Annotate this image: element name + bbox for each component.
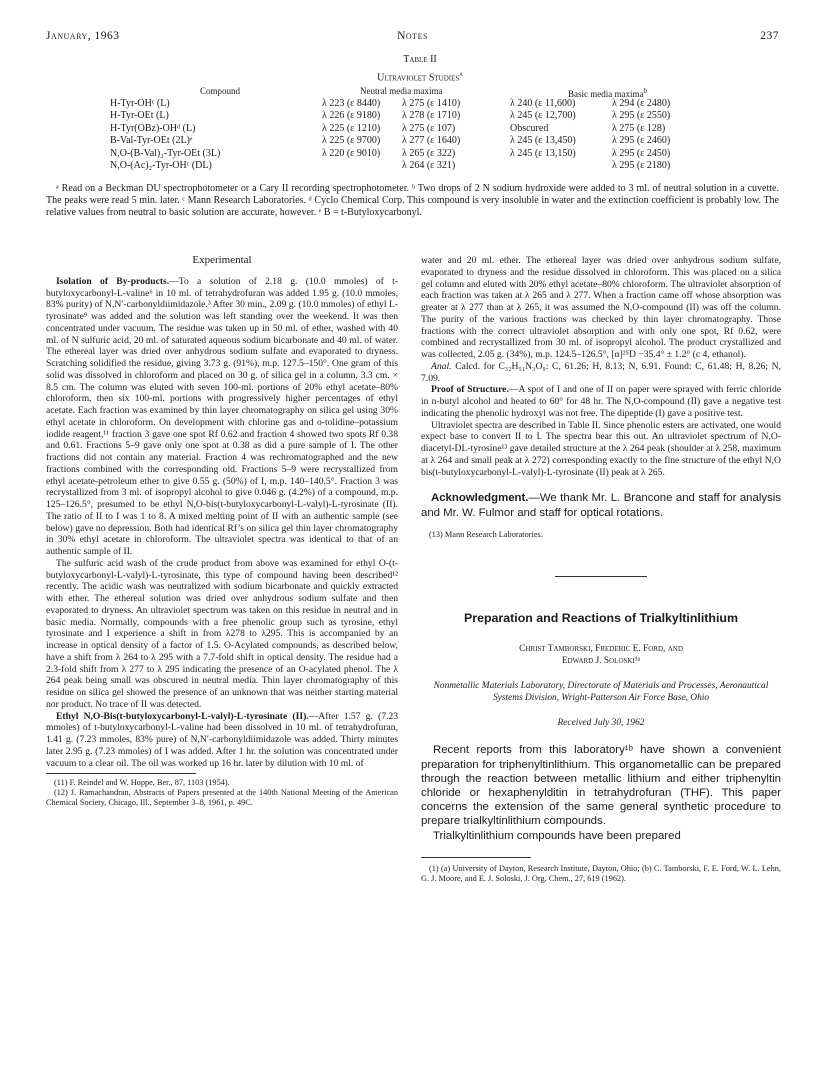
- paragraph: Isolation of By-products.—To a solution of 2.18 g. (10.0 mmoles) of t-butyloxycarbonyl-L-valine⁶ in 10 ml. of tetrahydrofuran was added 1.95 g. (10.0 mmoles, 83% purity) of N,N′-carbonyldiimidazole.³ After 30 min., 2.09 g. (10.0 mmoles) of ethyl L-tyrosinate⁹ was added and the solution was left standing over the weekend. It was then concentrated under vacuum. The residue was taken up in 50 ml. of ether, washed with 40 ml. of N sulfuric acid, 20 ml. of saturated aqueous sodium bicarbonate and 40 ml. of water. The ethereal layer was dried over anhydrous sodium sulfate and evaporated to dryness. Scratching solidified the residue, giving 3.73 g. (91%), m.p. 127.5–150°. One gram of this solid was dissolved in chloroform and placed on 30 g. of silica gel in a column, 3.3 cm. × 8.5 cm. The column was eluted with seven 100-ml. portions of 20% ethyl acetate–80% chloroform, then six 100-ml. portions with progressively higher percentages of ethyl acetate. Each fraction was examined by thin layer chromatography on silica gel using 30% ethyl acetate in chloroform. On development with chlorine gas and o-tolidine–potassium iodide reagent,¹¹ fraction 3 gave one spot Rf 0.62 and fraction 4 showed two spots Rf 0.38 and 0.61. Fractions 5–9 gave only one spot at 0.38 as did a pure sample of I. The other fractions did not contain any material. Fraction 4 was rechromatographed and the new fractions combined with the corresponding old. Fractions 5–9 were recrystallized from ethyl acetate-petroleum ether to give 0.55 g. (50%) of I, m.p. 140–140.5°. Fraction 3 was recrystallized from 3 ml. of isopropyl alcohol to give 0.046 g. (4.2%) of a compound, m.p. 125–126.5°, presumed to be ethyl N,O-bis(t-butyloxycarbonyl-L-valyl)-L-tyrosinate (II). The ratio of II to I was 1 to 8. A mixed melting point of II with an authentic sample (see below) gave no depression. Both had identical Rf’s on silica gel thin layer chromatography in 30% ethyl acetate in chloroform. The ultraviolet spectra was identical to that of an authentic sample of II.: [46, 275, 398, 557]
- reference-12: (12) J. Ramachandran, Abstracts of Papers presented at the 140th National Meeting of the American Chemical Society, Chicago, Ill., September 3–8, 1961, p. 49C.: [46, 788, 398, 808]
- table-cell: λ 275 (ε 128): [612, 122, 666, 134]
- paragraph: Ethyl N,O-Bis(t-butyloxycarbonyl-L-valyl)-L-tyrosinate (II).—After 1.57 g. (7.23 mmoles) of t-butyloxycarbonyl-L-valine had been dissolved in 10 ml. of tetrahydrofuran, 1.41 g. (7.23 mmoles, 83% pure) of N,N′-carbonyldiimidazole was added. Thirty minutes later 2.95 g. (7.23 mmoles) of I was added. After 1 hr. the solution was concentrated under vacuum to a clear oil. The oil was worked up 16 hr. later by dilution with 10 ml. of: [46, 710, 399, 769]
- table-cell: λ 245 (ε 13,150): [510, 147, 576, 159]
- table-cell: λ 223 (ε 8440): [322, 97, 381, 109]
- table-cell: λ 275 (ε 107): [402, 122, 456, 134]
- table-cell: λ 295 (ε 2450): [612, 147, 671, 159]
- table-cell: H-Tyr-OEt (L): [110, 110, 169, 122]
- reference-11: (11) F. Reindel and W. Hoppe, Ber., 87, 1103 (1954).: [54, 778, 230, 788]
- table-cell: λ 265 (ε 322): [402, 147, 456, 159]
- table-cell: Obscured: [510, 122, 549, 134]
- table-row: [110, 160, 730, 173]
- table-cell: λ 225 (ε 9700): [322, 135, 381, 147]
- table-ii: [110, 54, 730, 173]
- table-cell: H-Tyr(OBz)-OHᵈ (L): [110, 122, 196, 134]
- left-column: [46, 255, 398, 808]
- table-cell: λ 245 (ε 12,700): [510, 110, 576, 122]
- paragraph: The sulfuric acid wash of the crude product from above was examined for ethyl O-(t-butyloxycarbonyl-L-valyl)-L-tyrosinate, this type of compound having been described¹² recently. The acidic wash was neutralized with sodium bicarbonate and quickly extracted with ether. The ethereal solution was dried over anhydrous sodium sulfate and then evaporated to dryness. An ultraviolet spectrum was taken on this residue in neutral and in basic media. Normally, compounds with a free phenolic group such as tyrosine, ethyl tyrosinate and I experience a shift in from λ278 to λ295. This is accompanied by an increase in optical density of a factor of 1.5. O-Acylated compounds, as described below, have a shift from λ 264 to λ 295 with a 7.7-fold shift in optical density. The residue had a 2.3-fold shift from λ 277 to λ 295 indicating the presence of an O-acylated phenol. The λ 264 peak being small was obscured in neutral media. Thin layer chromatography of this residue on silica gel showed the presence of an unknown that was neither starting material nor product. No trace of II was detected.: [46, 557, 398, 710]
- table-number: Table II: [403, 54, 437, 65]
- article-title: Preparation and Reactions of Trialkyltinlithium: [463, 610, 739, 625]
- footnote-rule: [46, 773, 196, 774]
- table-cell: λ 278 (ε 1710): [402, 110, 461, 122]
- table-cell: λ 220 (ε 9010): [322, 147, 381, 159]
- header-date: January, 1963: [46, 30, 120, 42]
- col-header-basic: Basic media maxima$^b$: [568, 86, 647, 99]
- table-cell: λ 225 (ε 1210): [322, 122, 381, 134]
- received-date: Received July 30, 1962: [557, 717, 645, 728]
- table-title: Ultraviolet Studies$^a$: [377, 69, 463, 83]
- table-cell: λ 240 (ε 11,600): [510, 97, 576, 109]
- table-cell: λ 275 (ε 1410): [402, 97, 461, 109]
- right-column: [421, 255, 781, 884]
- section-heading: Experimental: [192, 254, 252, 266]
- footnote-rule: [421, 857, 531, 858]
- paragraph: Ultraviolet spectra are described in Table II. Since phenolic esters are activated, one would expect base to convert II to I. The spectra bear this out. An ultraviolet spectrum of N,O-diacetyl-DL-tyrosine¹³ gave detailed structure at the λ 264 peak (shoulder at λ 258, maximum at λ 264 and small peak at λ 272) corresponding exactly to the fine structure of the ethyl N,O bis(t-butyloxycarbonyl-L-valyl)-L-tyrosinate (II) peak at λ 265.: [421, 419, 781, 478]
- table-cell: λ 295 (ε 2550): [612, 110, 671, 122]
- reference-13: (13) Mann Research Laboratories.: [429, 529, 543, 539]
- table-row: [110, 98, 730, 111]
- table-row: [110, 135, 730, 148]
- table-row: [110, 148, 730, 161]
- running-header: [46, 30, 779, 46]
- table-cell: λ 226 (ε 9180): [322, 110, 381, 122]
- paragraph: Recent reports from this laboratory¹ᵇ have shown a convenient preparation for triphenyltinlithium. This organometallic can be prepared through the reaction between metallic lithium and either triphenyltin chloride or hexaphenylditin in tetrahydrofuran (THF). This paper concerns the extension of the same general synthetic procedure to prepare trialkyltinlithium compounds.: [421, 744, 781, 828]
- article-divider: [555, 576, 647, 577]
- table-cell: N,O-(B-Val)₂-Tyr-OEt (3L): [110, 147, 221, 159]
- table-cell: λ 264 (ε 321): [402, 160, 456, 172]
- affiliation: Nonmetallic Materials Laboratory, Directorate of Materials and Processes, Aeronautical Systems Division, Wright-Patterson Air Force Base, Ohio: [433, 680, 769, 703]
- authors: Christ Tamborski, Frederic E. Ford, and Edward J. Soloski¹ᵃ: [519, 643, 683, 666]
- paragraph: water and 20 ml. ether. The ethereal layer was dried over anhydrous sodium sulfate, evaporated to dryness and the residue dissolved in chloroform. This was placed on a silica gel column and eluted with 20% ethyl acetate–80% chloroform. The ultraviolet absorption of each fraction was taken at λ 265 and λ 277. When a fraction came off whose absorption was greater at λ 277 than at λ 265, it was assumed the N,O-compound (II) was off the column. The purity of the various fractions was checked by thin layer chromatography. Those fractions with the correct ultraviolet absorption and with only one spot, Rf 0.62, were combined and recrystallized from 30 ml. of isopropyl alcohol. The product crystallized and was collected, 2.05 g. (34%), m.p. 124.5–126.5°, [α]²⁵D −35.4° ± 1.2° (c 4, ethanol).: [421, 255, 781, 360]
- table-cell: B-Val-Tyr-OEt (2L)ᵉ: [110, 135, 193, 147]
- table-cell: λ 277 (ε 1640): [402, 135, 461, 147]
- table-header-row: [110, 85, 730, 98]
- table-footnotes: ᵃ Read on a Beckman DU spectrophotometer or a Cary II recording spectrophotometer. ᵇ Two drops of 2 N sodium hydroxide were added to 3 ml. of neutral solution in a cuvette. The peaks were read 5 min. later. ᶜ Mann Research Laboratories. ᵈ Cyclo Chemical Corp. This compound is very insoluble in water and the extinction coefficient is probably low. The relative values from neutral to basic solution are accurate, however. ᵉ B = t-Butyloxycarbonyl.: [46, 183, 779, 219]
- table-body: [110, 98, 730, 174]
- footnote-1: (1) (a) University of Dayton, Research Institute, Dayton, Ohio; (b) C. Tamborski, F. E. Ford, W. L. Lehn, G. J. Moore, and E. J. Soloski, J. Org. Chem., 27, 619 (1962).: [421, 863, 781, 883]
- acknowledgment: Acknowledgment.—We thank Mr. L. Brancone and staff for analysis and Mr. W. Fulmor and staff for optical rotations.: [421, 492, 781, 519]
- article-body: [421, 743, 781, 842]
- paragraph: Anal. Calcd. for C₃₂H₅₁N₃O₉: C, 61.26; H, 8.13; N, 6.91. Found: C, 61.48; H, 8.26; N, 7.09.: [421, 360, 781, 384]
- table-cell: λ 294 (ε 2480): [612, 97, 671, 109]
- table-row: [110, 110, 730, 123]
- table-row: [110, 123, 730, 136]
- table-cell: λ 295 (ε 2180): [612, 160, 671, 172]
- col-header-compound: Compound: [200, 85, 241, 96]
- col-header-neutral: Neutral media maxima: [360, 85, 443, 96]
- table-cell: λ 245 (ε 13,450): [510, 135, 576, 147]
- paragraph: Trialkyltinlithium compounds have been prepared: [433, 829, 681, 842]
- table-cell: H-Tyr-OHᶜ (L): [110, 97, 170, 109]
- page-number: 237: [760, 30, 779, 42]
- paragraph: Proof of Structure.—A spot of I and one of II on paper were sprayed with ferric chloride in n-butyl alcohol and heated to 60° for 48 hr. The N,O-compound (II) gave a negative test indicating the phenolic hydroxyl was not free. The dipeptide (I) gave a positive test.: [421, 384, 781, 419]
- table-cell: λ 295 (ε 2460): [612, 135, 671, 147]
- table-cell: N,O-(Ac)₂-Tyr-OHᶜ (DL): [110, 160, 212, 172]
- header-section: Notes: [397, 30, 428, 42]
